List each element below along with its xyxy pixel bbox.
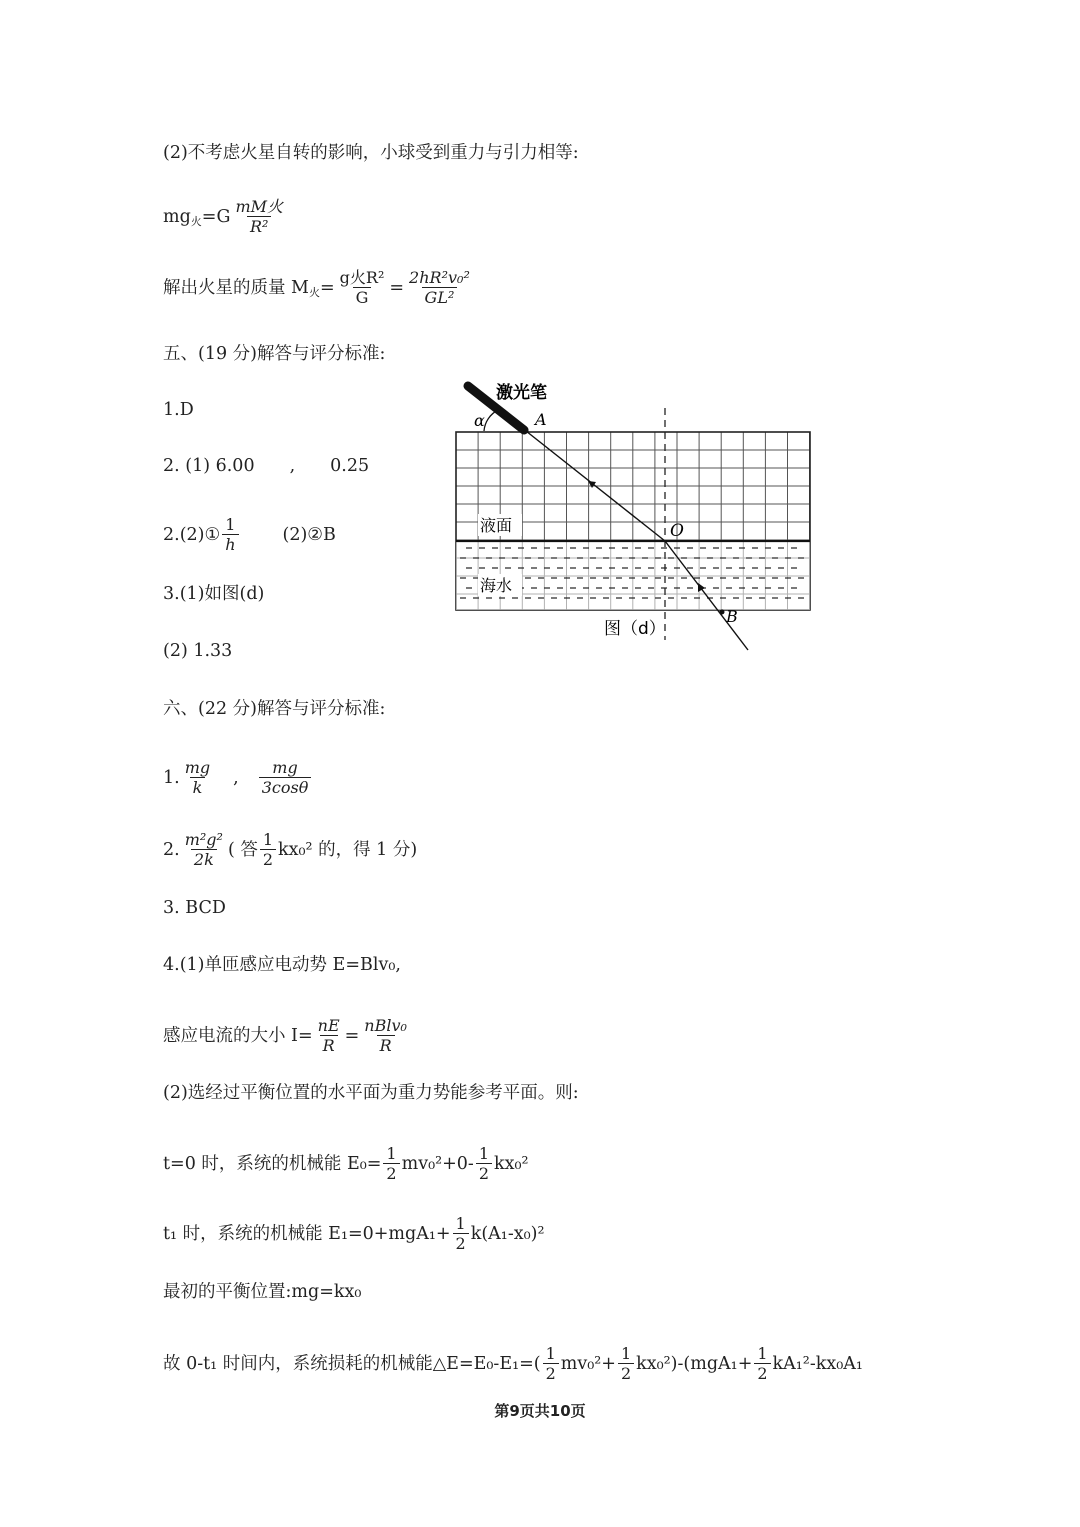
fraction: $\frac{1}{2}$	[453, 1214, 469, 1253]
ray-arrow	[588, 481, 596, 488]
fraction: $\frac{1}{2}$	[476, 1144, 492, 1183]
answer-line: 3.(1)如图(d)	[163, 584, 265, 604]
answer-line: (2) 1.33	[163, 641, 233, 661]
text-line: (2)选经过平衡位置的水平面为重力势能参考平面。则:	[163, 1083, 579, 1103]
angle-alpha-label: α	[474, 411, 485, 430]
fraction: $\frac{1}{h}$	[222, 515, 238, 554]
line-text: (2)不考虑火星自转的影响，小球受到重力与引力相等:	[163, 143, 579, 163]
fraction: $\frac{1}{2}$	[260, 830, 276, 869]
fraction: $\frac{\text{m²g²}}{2k}$	[184, 830, 223, 869]
answer-line: 2. (1) 6.00 , 0.25	[163, 456, 370, 476]
fraction: $\frac{nE}{R}$	[317, 1016, 340, 1055]
fraction: $\frac{\text{nBlv₀}}{R}$	[364, 1016, 407, 1055]
laser-pen-label: 激光笔	[496, 383, 547, 403]
fraction: $\frac{\text{mM火}}{\text{R²}}$	[235, 197, 284, 236]
answer-line: 1. $\frac{mg}{k}$ , $\frac{mg}{3\cos\theta}$	[163, 758, 313, 797]
formula-mars-mass: 解出火星的质量 M 火 = $\frac{\text{g火R²}}{G}$ = $\frac{\text{2hR²v₀²}}{\text{GL²}}$	[163, 268, 475, 307]
section-heading-five: 五、(19 分)解答与评分标准:	[163, 344, 386, 364]
fraction: $\frac{mg}{3\cos\theta}$	[259, 758, 312, 797]
point-b-dot	[720, 610, 725, 615]
fraction: $\frac{1}{2}$	[754, 1344, 770, 1383]
fraction: $\frac{\text{g火R²}}{G}$	[339, 268, 385, 307]
answer-line: 1.D	[163, 400, 194, 420]
point-a-label: A	[535, 410, 547, 429]
text-line: 最初的平衡位置:mg=kx₀	[163, 1282, 362, 1302]
refraction-figure-d	[440, 378, 820, 660]
fraction: $\frac{\text{2hR²v₀²}}{\text{GL²}}$	[409, 268, 470, 307]
liquid-surface-label: 液面	[480, 516, 513, 535]
formula-energy-loss: 故 0-t₁ 时间内，系统损耗的机械能△E=E₀-E₁=( $\frac{1}{2}$ mv₀²+ $\frac{1}{2}$ kx₀²)-(mgA₁+ $\frac{1}{2}$ kA₁²-kx₀A₁	[163, 1344, 863, 1383]
sea-water-label: 海水	[480, 576, 513, 595]
formula-energy-t1: t₁ 时，系统的机械能 E₁=0+mgA₁+ $\frac{1}{2}$ k(A₁-x₀)²	[163, 1214, 545, 1253]
figure-caption: 图（d）	[604, 619, 666, 639]
formula-energy-t0: t=0 时，系统的机械能 E₀= $\frac{1}{2}$ mv₀²+0- $\frac{1}{2}$ kx₀²	[163, 1144, 529, 1183]
section-heading-six: 六、(22 分)解答与评分标准:	[163, 699, 386, 719]
answer-line: 3. BCD	[163, 898, 226, 918]
fraction: $\frac{mg}{k}$	[184, 758, 211, 797]
point-b-label: B	[726, 607, 738, 626]
page-footer: 第9页共10页	[494, 1402, 586, 1420]
answer-line: 4.(1)单匝感应电动势 E=Blv₀,	[163, 955, 401, 975]
formula-induced-current: 感应电流的大小 I= $\frac{nE}{R}$ = $\frac{\text{nBlv₀}}{R}$	[163, 1016, 412, 1055]
formula-gravity-equals-attraction: mg 火 =G $\frac{\text{mM火}}{\text{R²}}$	[163, 197, 288, 236]
text-line	[163, 142, 579, 164]
fraction: $\frac{1}{2}$	[383, 1144, 399, 1183]
answer-line: 2.(2)① $\frac{1}{h}$ (2)②B	[163, 515, 336, 554]
point-o-label: O	[670, 521, 684, 541]
answer-line: 2. $\frac{\text{m²g²}}{2k}$ ( 答 $\frac{1}{2}$ kx₀² 的，得 1 分)	[163, 830, 418, 869]
fraction: $\frac{1}{2}$	[618, 1344, 634, 1383]
fraction: $\frac{1}{2}$	[543, 1344, 559, 1383]
point-a-dot	[524, 429, 529, 434]
